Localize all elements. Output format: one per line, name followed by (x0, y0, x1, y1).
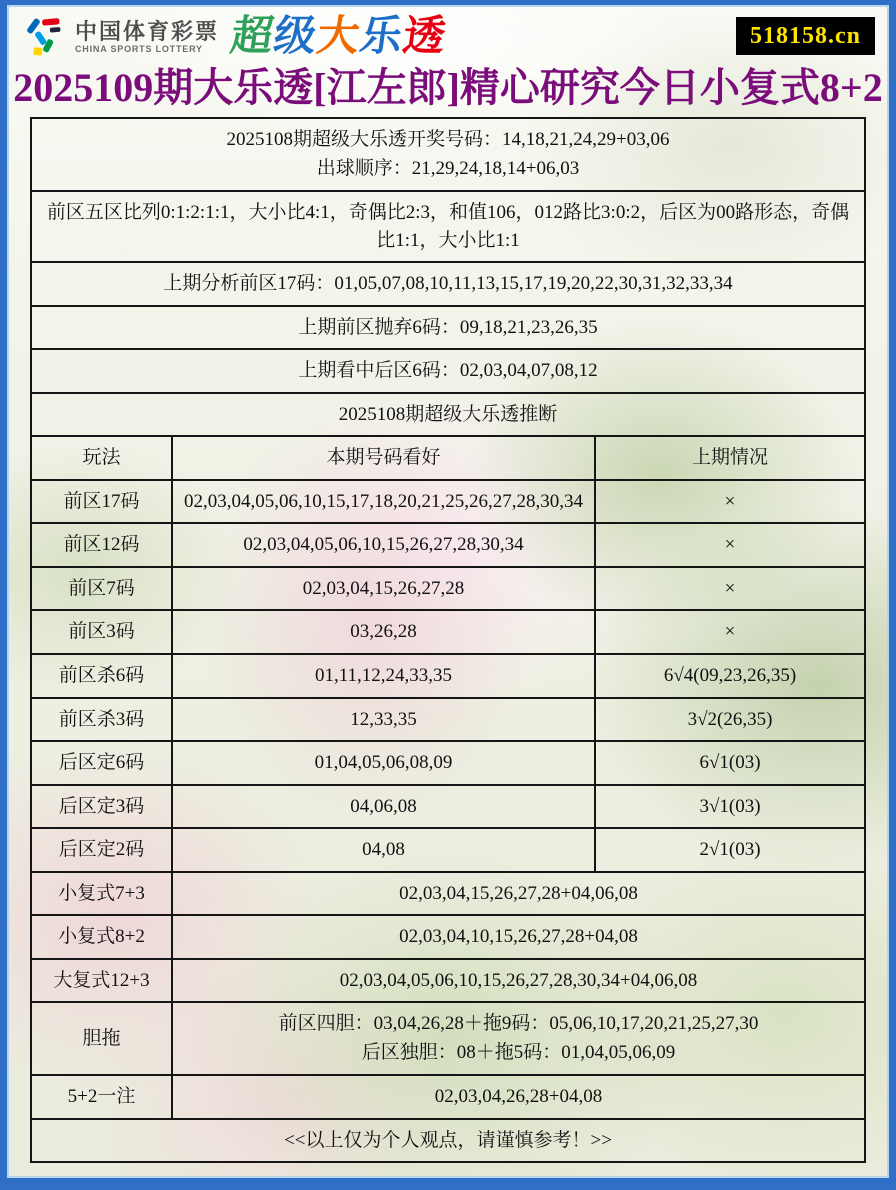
numbers-cell: 01,11,12,24,33,35 (172, 654, 595, 698)
last-result-cell: 6√1(03) (595, 741, 865, 785)
brand-char: 透 (399, 14, 450, 60)
last-result-cell: × (595, 523, 865, 567)
last-result-cell: 2√1(03) (595, 828, 865, 872)
last-discard-text: 上期前区抛弃6码：09,18,21,23,26,35 (31, 306, 865, 350)
dantuo-front-line: 前区四胆：03,04,26,28＋拖9码：05,06,10,17,20,21,25,27,30 (278, 1013, 759, 1035)
table-row-single-bet (31, 1075, 865, 1119)
table-row (31, 567, 865, 611)
last-result-cell: × (595, 610, 865, 654)
disclaimer-text: <<以上仅为个人观点，请谨慎参考！>> (31, 1119, 865, 1163)
table-row (31, 654, 865, 698)
play-label: 前区17码 (31, 480, 172, 524)
table-row (31, 523, 865, 567)
table-row (31, 698, 865, 742)
page-header (7, 5, 889, 63)
draw-result-line: 2025108期超级大乐透开奖号码：14,18,21,24,29+03,06 (226, 129, 670, 150)
dantuo-back-line: 后区独胆：08＋拖5码：01,04,05,06,09 (361, 1041, 676, 1063)
play-label: 后区定6码 (31, 741, 172, 785)
page-title: 2025109期大乐透[江左郎]精心研究今日小复式8+2 (13, 65, 883, 110)
info-row-last-back (31, 349, 865, 393)
last-result-cell: 6√4(09,23,26,35) (595, 654, 865, 698)
brand-char: 大 (313, 14, 364, 60)
col-header-play: 玩法 (31, 436, 172, 480)
numbers-cell: 02,03,04,15,26,27,28+04,06,08 (172, 872, 865, 916)
table-row (31, 741, 865, 785)
play-label: 小复式8+2 (31, 915, 172, 959)
table-row (31, 785, 865, 829)
info-row-last-discard (31, 306, 865, 350)
last-result-cell: × (595, 567, 865, 611)
numbers-cell: 04,08 (172, 828, 595, 872)
sports-lottery-logo-icon (23, 13, 69, 61)
deduction-title: 2025108期超级大乐透推断 (31, 393, 865, 437)
play-label: 前区3码 (31, 610, 172, 654)
numbers-cell: 02,03,04,15,26,27,28 (172, 567, 595, 611)
numbers-cell: 03,26,28 (172, 610, 595, 654)
table-footer-row (31, 1119, 865, 1163)
numbers-cell: 02,03,04,10,15,26,27,28+04,08 (172, 915, 865, 959)
play-label: 后区定3码 (31, 785, 172, 829)
info-row-draw-result (31, 118, 865, 191)
numbers-cell: 02,03,04,05,06,10,15,17,18,20,21,25,26,27,28,30,34 (172, 480, 595, 524)
play-label: 前区7码 (31, 567, 172, 611)
site-watermark-badge: 518158.cn (736, 17, 875, 55)
last-17-text: 上期分析前区17码：01,05,07,08,10,11,13,15,17,19,20,22,30,31,32,33,34 (31, 262, 865, 306)
last-result-cell: 3√2(26,35) (595, 698, 865, 742)
table-row (31, 610, 865, 654)
play-label: 5+2一注 (31, 1075, 172, 1119)
table-row (31, 915, 865, 959)
play-label: 后区定2码 (31, 828, 172, 872)
play-label: 前区杀6码 (31, 654, 172, 698)
table-row (31, 872, 865, 916)
play-label: 大复式12+3 (31, 959, 172, 1003)
logo-text-en: CHINA SPORTS LOTTERY (75, 44, 203, 55)
numbers-cell: 02,03,04,26,28+04,08 (172, 1075, 865, 1119)
table-header-row (31, 436, 865, 480)
play-label: 前区杀3码 (31, 698, 172, 742)
numbers-cell: 12,33,35 (172, 698, 595, 742)
analysis-text: 前区五区比列0:1:2:1:1，大小比4:1，奇偶比2:3，和值106，012路比3:0:2，后区为00路形态，奇偶比1:1，大小比1:1 (31, 191, 865, 262)
logo-text (75, 20, 219, 54)
play-label: 小复式7+3 (31, 872, 172, 916)
brand-char: 级 (270, 14, 321, 60)
brand-char: 乐 (356, 14, 407, 60)
numbers-cell: 01,04,05,06,08,09 (172, 741, 595, 785)
table-row (31, 480, 865, 524)
draw-order-line: 出球顺序：21,29,24,18,14+06,03 (316, 157, 580, 179)
brand-title (228, 16, 449, 58)
col-header-last: 上期情况 (595, 436, 865, 480)
info-row-deduction-title (31, 393, 865, 437)
table-row (31, 959, 865, 1003)
last-result-cell: 3√1(03) (595, 785, 865, 829)
numbers-cell: 02,03,04,05,06,10,15,26,27,28,30,34+04,06,08 (172, 959, 865, 1003)
info-row-last-17 (31, 262, 865, 306)
last-result-cell: × (595, 480, 865, 524)
info-row-analysis (31, 191, 865, 262)
play-label: 前区12码 (31, 523, 172, 567)
numbers-cell: 02,03,04,05,06,10,15,26,27,28,30,34 (172, 523, 595, 567)
table-row-dantuo (31, 1002, 865, 1075)
numbers-cell: 04,06,08 (172, 785, 595, 829)
col-header-numbers: 本期号码看好 (172, 436, 595, 480)
table-row (31, 828, 865, 872)
last-back-text: 上期看中后区6码：02,03,04,07,08,12 (31, 349, 865, 393)
brand-char: 超 (227, 14, 278, 60)
play-label: 胆拖 (31, 1002, 172, 1075)
prediction-table (30, 117, 866, 1163)
logo-text-cn: 中国体育彩票 (75, 18, 220, 44)
